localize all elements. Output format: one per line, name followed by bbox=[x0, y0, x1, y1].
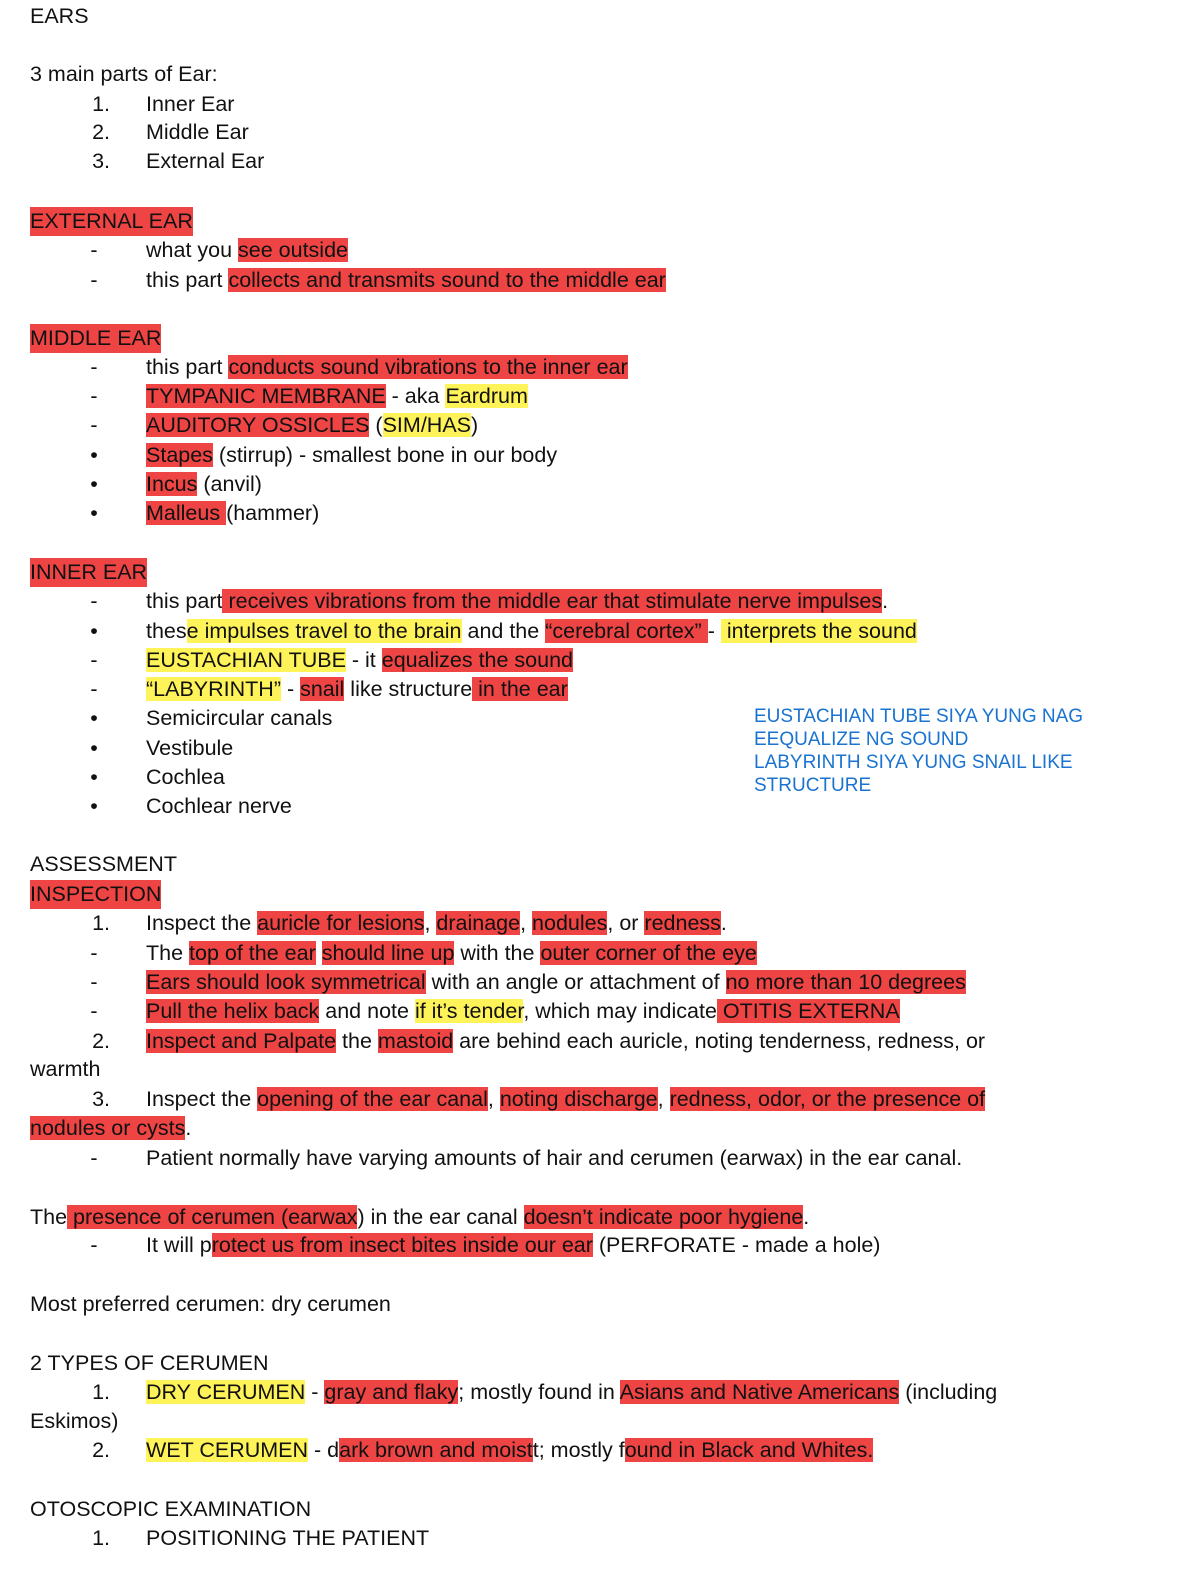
list-item-continuation: warmth bbox=[30, 1057, 101, 1081]
list-item: - TYMPANIC MEMBRANE - aka Eardrum bbox=[90, 384, 528, 408]
list-item: 1. Inspect the auricle for lesions, drainage, nodules, or redness. bbox=[92, 911, 727, 935]
list-item: • Stapes (stirrup) - smallest bone in our body bbox=[90, 443, 558, 467]
section-heading-inner: INNER EAR bbox=[30, 558, 147, 587]
list-item: - this part conducts sound vibrations to the inner ear bbox=[90, 355, 628, 379]
paragraph: Most preferred cerumen: dry cerumen bbox=[30, 1292, 391, 1316]
page-title: EARS bbox=[30, 4, 89, 28]
section-heading-assessment: ASSESSMENT bbox=[30, 852, 177, 876]
list-item: - “LABYRINTH” - snail like structure in the ear bbox=[90, 677, 568, 701]
list-item: 3. External Ear bbox=[92, 149, 265, 173]
list-item: 3. Inspect the opening of the ear canal, noting discharge, redness, odor, or the presence of bbox=[92, 1087, 986, 1111]
list-item: • these impulses travel to the brain and the “cerebral cortex” - interprets the sound bbox=[90, 619, 917, 643]
list-item: • Cochlear nerve bbox=[90, 794, 292, 818]
side-note: EUSTACHIAN TUBE SIYA YUNG NAG EEQUALIZE NG SOUND LABYRINTH SIYA YUNG SNAIL LIKE STRUCTURE bbox=[754, 706, 1084, 796]
paragraph: The presence of cerumen (earwax) in the ear canal doesn’t indicate poor hygiene. bbox=[30, 1205, 810, 1229]
list-item: 2. Inspect and Palpate the mastoid are behind each auricle, noting tenderness, redness, or bbox=[92, 1029, 986, 1053]
list-item: - this part collects and transmits sound to the middle ear bbox=[90, 268, 666, 292]
section-heading-middle: MIDDLE EAR bbox=[30, 324, 161, 353]
list-item: • Cochlea bbox=[90, 765, 225, 789]
section-heading-otoscopic: OTOSCOPIC EXAMINATION bbox=[30, 1497, 312, 1521]
list-item-continuation: Eskimos) bbox=[30, 1409, 119, 1433]
section-heading-types: 2 TYPES OF CERUMEN bbox=[30, 1351, 269, 1375]
list-item: - Ears should look symmetrical with an angle or attachment of no more than 10 degrees bbox=[90, 970, 966, 994]
list-item: 2. Middle Ear bbox=[92, 120, 249, 144]
list-item: - Patient normally have varying amounts of hair and cerumen (earwax) in the ear canal. bbox=[90, 1146, 963, 1170]
list-item: 2. WET CERUMEN - dark brown and moistt; mostly found in Black and Whites. bbox=[92, 1438, 874, 1462]
list-item: • Semicircular canals bbox=[90, 706, 333, 730]
list-item: - It will protect us from insect bites inside our ear (PERFORATE - made a hole) bbox=[90, 1233, 881, 1257]
list-item-continuation: nodules or cysts. bbox=[30, 1116, 192, 1140]
list-item: - what you see outside bbox=[90, 238, 348, 262]
list-item: - AUDITORY OSSICLES (SIM/HAS) bbox=[90, 413, 479, 437]
list-item: - The top of the ear should line up with the outer corner of the eye bbox=[90, 941, 757, 965]
list-item: • Incus (anvil) bbox=[90, 472, 262, 496]
section-heading-inspection: INSPECTION bbox=[30, 880, 161, 909]
list-item: - EUSTACHIAN TUBE - it equalizes the sound bbox=[90, 648, 574, 672]
list-item: - Pull the helix back and note if it’s tender, which may indicate OTITIS EXTERNA bbox=[90, 999, 900, 1023]
list-item: - this part receives vibrations from the middle ear that stimulate nerve impulses. bbox=[90, 589, 889, 613]
list-item: 1. POSITIONING THE PATIENT bbox=[92, 1526, 430, 1550]
list-item: 1. Inner Ear bbox=[92, 92, 235, 116]
list-item: 1. DRY CERUMEN - gray and flaky; mostly found in Asians and Native Americans (including bbox=[92, 1380, 998, 1404]
parts-heading: 3 main parts of Ear: bbox=[30, 62, 218, 86]
list-item: • Malleus (hammer) bbox=[90, 501, 320, 525]
section-heading-external: EXTERNAL EAR bbox=[30, 207, 193, 236]
list-item: • Vestibule bbox=[90, 736, 234, 760]
